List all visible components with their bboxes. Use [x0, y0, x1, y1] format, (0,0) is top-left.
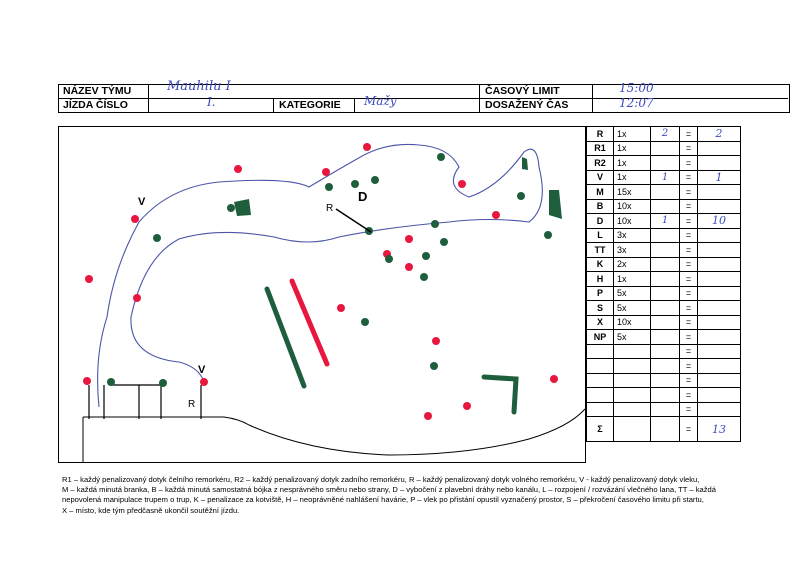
green-buoy — [371, 176, 379, 184]
penalty-points[interactable] — [698, 228, 741, 243]
penalty-code: H — [587, 272, 614, 287]
penalty-count[interactable] — [651, 228, 680, 243]
penalty-count[interactable] — [651, 315, 680, 330]
penalty-code: D — [587, 214, 614, 229]
penalty-count[interactable] — [651, 301, 680, 316]
green-buoy — [431, 220, 439, 228]
green-buoy — [107, 378, 115, 386]
green-marker — [234, 199, 251, 216]
equals-sign: = — [680, 141, 698, 156]
equals-sign: = — [680, 243, 698, 258]
equals-sign: = — [680, 301, 698, 316]
penalty-table — [586, 126, 741, 442]
map-label-v: V — [138, 196, 146, 208]
penalty-count[interactable] — [651, 373, 680, 388]
penalty-row — [587, 127, 741, 142]
penalty-row — [587, 170, 741, 185]
penalty-multiplier: 15x — [614, 185, 651, 200]
penalty-code: B — [587, 199, 614, 214]
penalty-points[interactable] — [698, 301, 741, 316]
equals-sign: = — [680, 272, 698, 287]
penalty-code: NP — [587, 330, 614, 345]
penalty-code: V — [587, 170, 614, 185]
penalty-code — [587, 388, 614, 403]
green-buoy — [325, 183, 333, 191]
penalty-multiplier: 1x — [614, 127, 651, 142]
penalty-points[interactable] — [698, 388, 741, 403]
penalty-multiplier: 10x — [614, 199, 651, 214]
equals-sign: = — [680, 257, 698, 272]
penalty-count[interactable] — [651, 243, 680, 258]
map-label-r: R — [188, 399, 196, 410]
penalty-row — [587, 315, 741, 330]
penalty-row — [587, 359, 741, 374]
penalty-row — [587, 257, 741, 272]
shoreline — [83, 409, 585, 455]
penalty-count[interactable] — [651, 388, 680, 403]
legend — [62, 475, 762, 516]
achieved-time-label: DOSAŽENÝ ČAS — [485, 99, 569, 111]
penalty-points[interactable] — [698, 315, 741, 330]
penalty-multiplier — [614, 373, 651, 388]
time-limit-value[interactable]: 15:00 — [619, 81, 654, 95]
penalty-multiplier: 10x — [614, 214, 651, 229]
penalty-row — [587, 388, 741, 403]
green-corner-marker — [484, 377, 516, 412]
course-drawing — [59, 127, 585, 462]
penalty-points[interactable] — [698, 257, 741, 272]
penalty-count[interactable] — [651, 199, 680, 214]
team-value[interactable]: Mauhilu I — [167, 79, 231, 94]
penalty-multiplier: 1x — [614, 170, 651, 185]
penalty-multiplier — [614, 359, 651, 374]
penalty-points[interactable] — [698, 344, 741, 359]
penalty-points[interactable] — [698, 272, 741, 287]
penalty-code: R2 — [587, 156, 614, 171]
total-row — [587, 417, 741, 442]
green-buoy — [159, 379, 167, 387]
penalty-code: R1 — [587, 141, 614, 156]
red-buoy — [83, 377, 91, 385]
penalty-points[interactable] — [698, 156, 741, 171]
pier — [89, 385, 201, 419]
green-buoy — [227, 204, 235, 212]
anchor-line — [336, 209, 371, 232]
red-buoy — [405, 263, 413, 271]
equals-sign: = — [680, 359, 698, 374]
penalty-points[interactable] — [698, 141, 741, 156]
penalty-code — [587, 402, 614, 417]
red-buoy — [432, 337, 440, 345]
route-line — [98, 144, 543, 407]
penalty-row — [587, 272, 741, 287]
green-buoy — [437, 153, 445, 161]
ride-label: JÍZDA ČÍSLO — [63, 99, 128, 111]
penalty-count[interactable] — [651, 359, 680, 374]
green-buoy — [420, 273, 428, 281]
penalty-multiplier: 1x — [614, 141, 651, 156]
equals-sign: = — [680, 402, 698, 417]
course-map — [58, 126, 586, 463]
penalty-row — [587, 301, 741, 316]
green-buoy — [351, 180, 359, 188]
equals-sign: = — [680, 344, 698, 359]
penalty-row — [587, 373, 741, 388]
penalty-points[interactable] — [698, 243, 741, 258]
equals-sign: = — [680, 127, 698, 142]
green-line-marker — [267, 289, 304, 386]
penalty-count[interactable]: 1 — [651, 170, 680, 185]
legend-line: R1 – každý penalizovaný dotyk čelního remorkéru, R2 – každý penalizovaný dotyk zadního remorkéru, R – každý penalizovaný dotyk volného remorkéru, V - každý penalizovaný dotyk vleku, — [62, 475, 700, 484]
penalty-row — [587, 199, 741, 214]
equals-sign: = — [680, 228, 698, 243]
penalty-multiplier: 10x — [614, 315, 651, 330]
penalty-count[interactable]: 2 — [651, 127, 680, 142]
equals-sign: = — [680, 315, 698, 330]
penalty-multiplier: 5x — [614, 301, 651, 316]
equals-sign: = — [680, 373, 698, 388]
green-buoy — [385, 255, 393, 263]
penalty-points[interactable] — [698, 402, 741, 417]
penalty-multiplier: 1x — [614, 156, 651, 171]
penalty-multiplier: 2x — [614, 257, 651, 272]
penalty-row — [587, 156, 741, 171]
penalty-points[interactable] — [698, 359, 741, 374]
penalty-multiplier: 3x — [614, 243, 651, 258]
penalty-count[interactable] — [651, 185, 680, 200]
total-points[interactable]: 13 — [698, 417, 741, 442]
penalty-code — [587, 373, 614, 388]
penalty-row — [587, 330, 741, 345]
penalty-row — [587, 402, 741, 417]
penalty-row — [587, 344, 741, 359]
red-buoy — [550, 375, 558, 383]
penalty-points[interactable] — [698, 286, 741, 301]
equals-sign: = — [680, 156, 698, 171]
red-buoy — [363, 143, 371, 151]
team-label: NÁZEV TÝMU — [63, 85, 132, 97]
penalty-points[interactable] — [698, 185, 741, 200]
penalty-row — [587, 228, 741, 243]
penalty-count[interactable] — [651, 156, 680, 171]
map-label-d: D — [358, 189, 368, 204]
header-divider — [354, 98, 355, 112]
penalty-code: R — [587, 127, 614, 142]
equals-sign: = — [680, 170, 698, 185]
green-buoys — [107, 153, 552, 387]
red-buoy — [492, 211, 500, 219]
header-divider — [148, 85, 149, 112]
green-buoy — [440, 238, 448, 246]
green-marker — [522, 157, 528, 170]
equals-sign: = — [680, 286, 698, 301]
penalty-count[interactable] — [651, 344, 680, 359]
penalty-row — [587, 243, 741, 258]
red-line-marker — [292, 281, 327, 364]
penalty-count[interactable] — [651, 330, 680, 345]
total-symbol: Σ — [587, 417, 614, 442]
penalty-count[interactable] — [651, 141, 680, 156]
penalty-row — [587, 185, 741, 200]
green-buoy — [422, 252, 430, 260]
penalty-code: S — [587, 301, 614, 316]
equals-sign: = — [680, 388, 698, 403]
ride-value[interactable]: I. — [207, 95, 216, 109]
red-buoy — [337, 304, 345, 312]
penalty-count[interactable]: 1 — [651, 214, 680, 229]
achieved-time-value[interactable]: 12:07 — [619, 96, 654, 110]
penalty-multiplier: 5x — [614, 330, 651, 345]
penalty-count[interactable] — [651, 272, 680, 287]
green-marker — [549, 190, 562, 219]
penalty-row — [587, 286, 741, 301]
equals-sign: = — [680, 417, 698, 442]
legend-line: M – každá minutá branka, B – každá minutá samostatná bójka z nesprávného směru nebo strany, D – vybočení z plavební dráhy nebo kanálu, L – rozpojení / rozvázání vlečného lana, TT – každá — [62, 485, 717, 495]
penalty-code: L — [587, 228, 614, 243]
equals-sign: = — [680, 214, 698, 229]
penalty-points[interactable]: 1 — [698, 170, 741, 185]
red-buoy — [322, 168, 330, 176]
penalty-points[interactable] — [698, 373, 741, 388]
total-spacer — [614, 417, 651, 442]
green-buoy — [430, 362, 438, 370]
penalty-code — [587, 344, 614, 359]
penalty-points[interactable] — [698, 330, 741, 345]
penalty-count[interactable] — [651, 257, 680, 272]
total-spacer — [651, 417, 680, 442]
red-buoy — [133, 294, 141, 302]
equals-sign: = — [680, 330, 698, 345]
header-divider — [273, 98, 274, 112]
header-divider — [59, 98, 788, 99]
penalty-row — [587, 141, 741, 156]
category-label: KATEGORIE — [279, 99, 341, 111]
penalty-multiplier: 1x — [614, 272, 651, 287]
penalty-multiplier — [614, 402, 651, 417]
red-buoy — [131, 215, 139, 223]
penalty-count[interactable] — [651, 286, 680, 301]
green-buoy — [361, 318, 369, 326]
map-label-v: V — [198, 364, 206, 376]
time-limit-label: ČASOVÝ LIMIT — [485, 85, 560, 97]
penalty-code — [587, 359, 614, 374]
red-buoy — [200, 378, 208, 386]
penalty-code: K — [587, 257, 614, 272]
penalty-multiplier — [614, 388, 651, 403]
category-value[interactable]: Mažy — [364, 94, 397, 108]
penalty-code: X — [587, 315, 614, 330]
map-label-r: R — [326, 203, 334, 214]
penalty-code: M — [587, 185, 614, 200]
green-buoy — [153, 234, 161, 242]
legend-line: nepovolená manipulace trupem o trup, K – penalizace za kotviště, H – neoprávněné nahlášení havárie, P – vlek po přistání opustil vyznačený prostor, S – překročení časového limitu při startu, — [62, 495, 704, 505]
header-divider — [592, 85, 593, 112]
red-buoy — [458, 180, 466, 188]
green-buoy — [517, 192, 525, 200]
header-table — [58, 79, 790, 113]
penalty-points[interactable] — [698, 199, 741, 214]
equals-sign: = — [680, 199, 698, 214]
penalty-count[interactable] — [651, 402, 680, 417]
equals-sign: = — [680, 185, 698, 200]
penalty-points[interactable]: 2 — [698, 127, 741, 142]
penalty-row — [587, 214, 741, 229]
green-buoy — [544, 231, 552, 239]
penalty-multiplier — [614, 344, 651, 359]
red-buoy — [424, 412, 432, 420]
penalty-code: TT — [587, 243, 614, 258]
penalty-code: P — [587, 286, 614, 301]
penalty-points[interactable]: 10 — [698, 214, 741, 229]
penalty-multiplier: 5x — [614, 286, 651, 301]
red-buoy — [405, 235, 413, 243]
red-buoy — [85, 275, 93, 283]
header-divider — [479, 85, 480, 112]
red-buoy — [234, 165, 242, 173]
penalty-multiplier: 3x — [614, 228, 651, 243]
red-buoy — [463, 402, 471, 410]
legend-line: X – místo, kde tým předčasně ukončil soutěžní jízdu. — [62, 505, 240, 515]
